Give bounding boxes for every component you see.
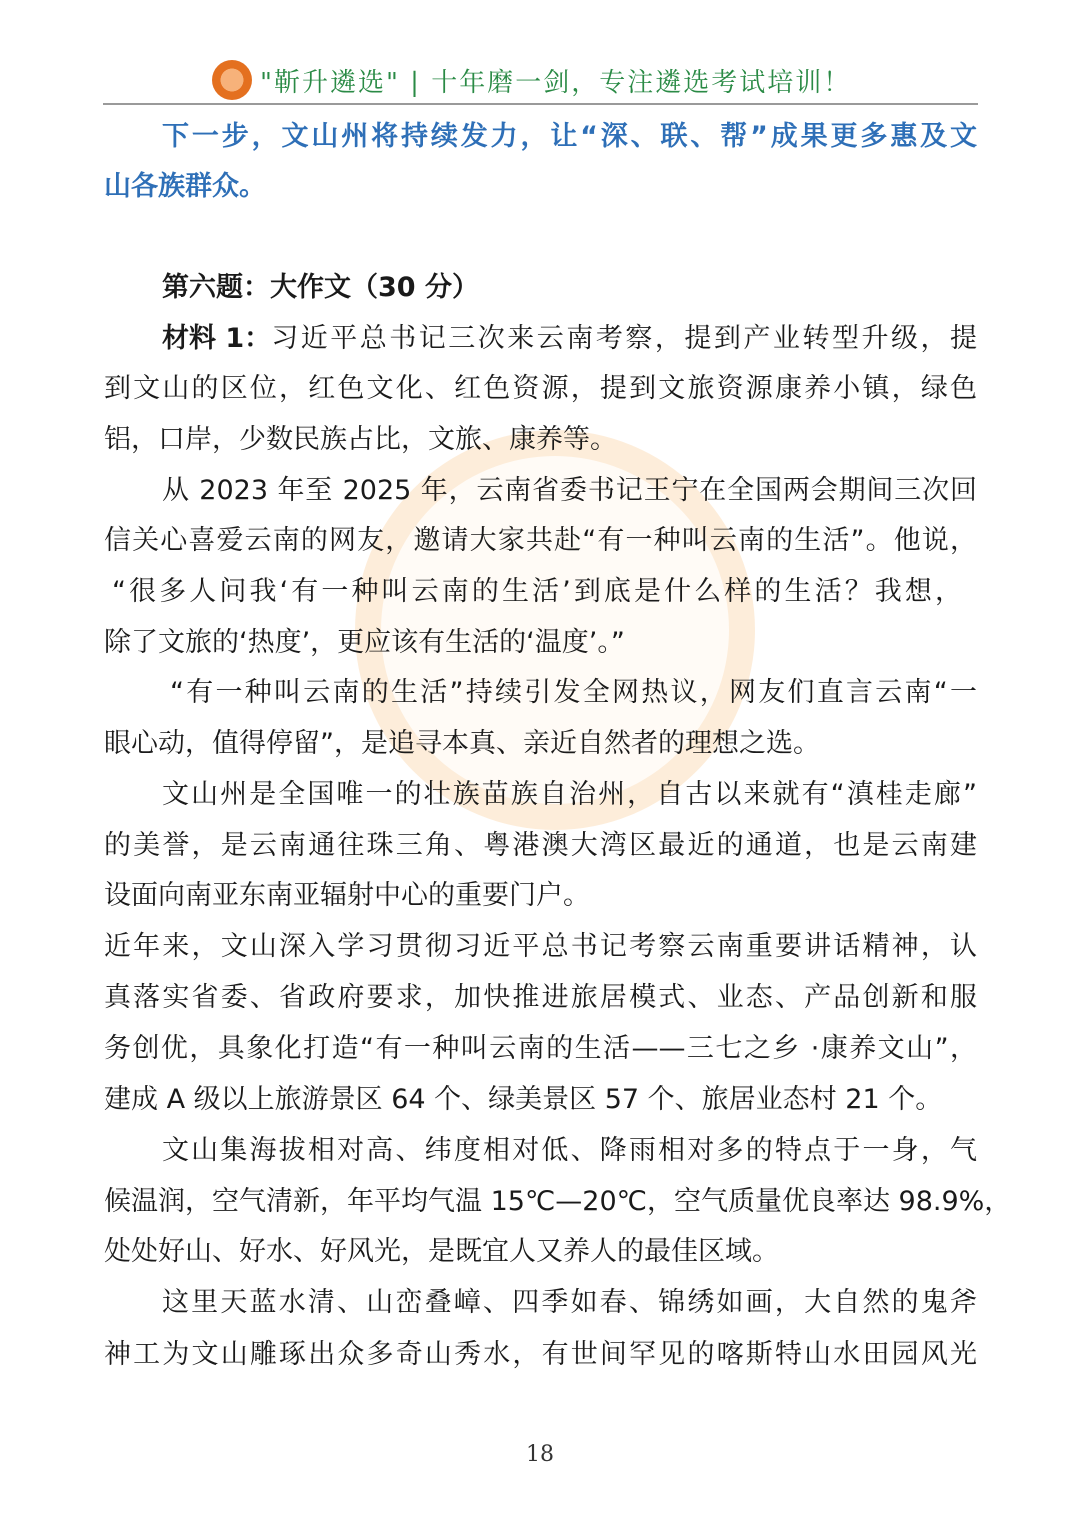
material-label: 材料 1：: [162, 323, 272, 354]
header-divider: [103, 103, 978, 105]
text-line: 近年来，文山深入学习贯彻习近平总书记考察云南重要讲话精神，认: [104, 931, 977, 962]
text-line: “有一种叫云南的生活”持续引发全网热议，网友们直言云南“一: [170, 677, 977, 708]
text-line: [162, 319, 977, 359]
text-segment: 习近平总书记三次来云南考察，提到产业转型升级，提: [271, 323, 977, 354]
text-line: 文山集海拔相对高、纬度相对低、降雨相对多的特点于一身，气: [162, 1135, 977, 1166]
text-line: 铝，口岸，少数民族占比，文旅、康养等。: [104, 424, 617, 455]
text-line: 从 2023 年至 2025 年，云南省委书记王宁在全国两会期间三次回: [162, 475, 977, 506]
text-line: 设面向南亚东南亚辐射中心的重要门户。: [104, 880, 590, 911]
text-line: 的美誉，是云南通往珠三角、粤港澳大湾区最近的通道，也是云南建: [104, 830, 977, 861]
text-line: 到文山的区位，红色文化、红色资源，提到文旅资源康养小镇，绿色: [104, 373, 977, 404]
page-header: [212, 58, 851, 102]
text-line: 山各族群众。: [104, 171, 266, 202]
text-line: “很多人问我‘有一种叫云南的生活’到底是什么样的生活？我想，: [112, 576, 962, 607]
page-number: 18: [526, 1442, 554, 1467]
text-line: 务创优，具象化打造“有一种叫云南的生活——三七之乡 ·康养文山”，: [104, 1033, 977, 1064]
text-line: 眼心动，值得停留”，是追寻本真、亲近自然者的理想之选。: [104, 728, 820, 759]
text-line: 下一步，文山州将持续发力，让“深、联、帮”成果更多惠及文: [162, 121, 977, 152]
logo-icon: [212, 60, 252, 100]
section-heading: 第六题：大作文（30 分）: [162, 272, 479, 303]
text-line: 信关心喜爱云南的网友，邀请大家共赴“有一种叫云南的生活”。他说，: [104, 525, 977, 556]
text-line: 文山州是全国唯一的壮族苗族自治州，自古以来就有“滇桂走廊”: [162, 779, 977, 810]
text-line: 处处好山、好水、好风光，是既宜人又养人的最佳区域。: [104, 1236, 779, 1267]
text-line: 真落实省委、省政府要求，加快推进旅居模式、业态、产品创新和服: [104, 982, 977, 1013]
text-line: 神工为文山雕琢出众多奇山秀水，有世间罕见的喀斯特山水田园风光: [104, 1339, 977, 1370]
text-line: 候温润，空气清新，年平均气温 15℃—20℃，空气质量优良率达 98.9%，: [104, 1186, 1012, 1217]
text-line: 这里天蓝水清、山峦叠嶂、四季如春、锦绣如画，大自然的鬼斧: [162, 1287, 977, 1318]
text-line: 除了文旅的‘热度’，更应该有生活的‘温度’。”: [104, 627, 625, 658]
text-line: 建成 A 级以上旅游景区 64 个、绿美景区 57 个、旅居业态村 21 个。: [104, 1084, 943, 1115]
header-slogan: "靳升遴选" | 十年磨一剑，专注遴选考试培训！: [260, 67, 852, 98]
